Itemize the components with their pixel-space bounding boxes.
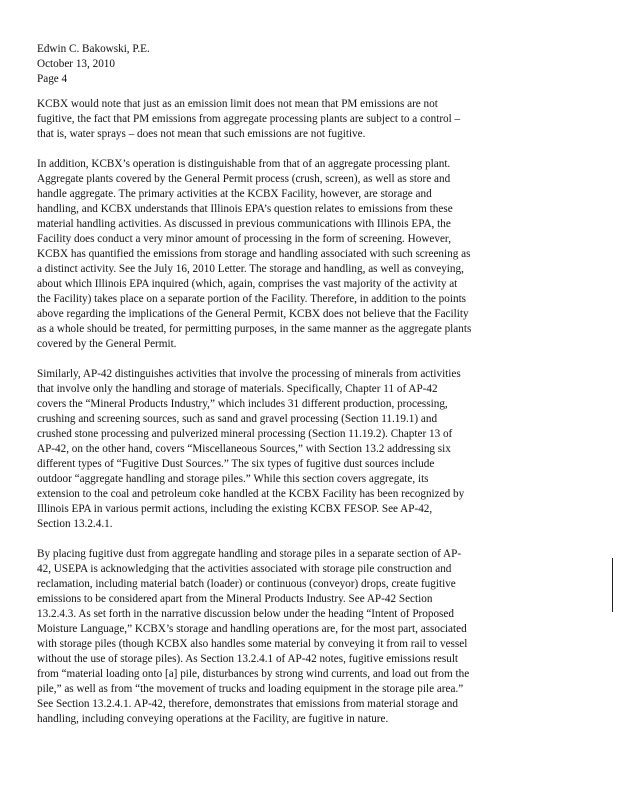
text-line: that is, water sprays – does not mean that such emissions are not fugitive. [37,128,366,140]
text-line: a distinct activity. See the July 16, 2010 Letter. The storage and handling, as well as conveying, [37,263,464,275]
text-line: Illinois EPA in various permit actions, including the existing KCBX FESOP. See AP-42, [37,503,433,515]
text-line: Similarly, AP-42 distinguishes activities that involve the processing of minerals from activities [37,368,461,380]
text-line: KCBX has quantified the emissions from storage and handling associated with such screening as [37,248,471,260]
page-number: Page 4 [37,73,68,85]
recipient-name: Edwin C. Bakowski, P.E. [37,43,150,55]
text-line: without the use of storage piles). As Section 13.2.4.1 of AP-42 notes, fugitive emissions result [37,653,459,665]
text-line: 42, USEPA is acknowledging that the activities associated with storage pile construction and [37,563,452,575]
text-line: handling, including conveying operations at the Facility, are fugitive in nature. [37,713,389,725]
text-line: fugitive, the fact that PM emissions from aggregate processing plants are subject to a control – [37,113,461,125]
text-line: handling, and KCBX understands that Illinois EPA’s question relates to emissions from these [37,203,453,215]
letter-date: October 13, 2010 [37,58,115,70]
text-line: covers the “Mineral Products Industry,” which includes 31 different production, processing, [37,398,448,410]
paragraph-1 [37,97,517,142]
text-line: pile,” as well as from “the movement of trucks and loading equipment in the storage pile area.” [37,683,464,695]
text-line: See Section 13.2.4.1. AP-42, therefore, demonstrates that emissions from material storage and [37,698,458,710]
text-line: crushing and screening sources, such as sand and gravel processing (Section 11.19.1) and [37,413,438,425]
text-line: extension to the coal and petroleum coke handled at the KCBX Facility has been recognized by [37,488,465,500]
text-line: KCBX would note that just as an emission limit does not mean that PM emissions are not [37,98,438,110]
text-line: material handling activities. As discussed in previous communications with Illinois EPA, the [37,218,451,230]
text-line: Aggregate plants covered by the General Permit process (crush, screen), as well as store and [37,173,451,185]
text-line: different types of “Fugitive Dust Sources.” The six types of fugitive dust sources include [37,458,435,470]
text-line: By placing fugitive dust from aggregate handling and storage piles in a separate section of AP- [37,548,462,560]
text-line: that involve only the handling and storage of materials. Specifically, Chapter 11 of AP-42 [37,383,438,395]
text-line: from “material loading onto [a] pile, disturbances by strong wind currents, and load out from the [37,668,470,680]
text-line: In addition, KCBX’s operation is distinguishable from that of an aggregate processing plant. [37,158,451,170]
text-line: AP-42, on the other hand, covers “Miscellaneous Sources,” with Section 13.2 addressing six [37,443,451,455]
text-line: 13.2.4.3. As set forth in the narrative discussion below under the heading “Intent of Proposed [37,608,454,620]
paragraph-4 [37,547,517,727]
text-line: outdoor “aggregate handling and storage piles.” While this section covers aggregate, its [37,473,429,485]
paragraph-3 [37,367,517,532]
text-line: the Facility) takes place on a separate portion of the Facility. Therefore, in addition to the points [37,293,467,305]
text-line: Moisture Language,” KCBX’s storage and handling operations are, for the most part, associated [37,623,467,635]
text-line: Facility does conduct a very minor amount of processing in the form of screening. However, [37,233,451,245]
text-line: crushed stone processing and pulverized mineral processing (Section 11.19.2). Chapter 13 of [37,428,453,440]
text-line: about which Illinois EPA inquired (which, again, comprises the vast majority of the activity at [37,278,458,290]
text-line: with storage piles (though KCBX also handles some material by conveying it from rail to vessel [37,638,468,650]
letter-body [37,97,517,742]
letter-header [37,42,150,87]
text-line: reclamation, including material batch (loader) or continuous (conveyor) drops, create fugitive [37,578,456,590]
text-line: covered by the General Permit. [37,338,177,350]
scan-edge-mark [612,558,613,612]
paragraph-2 [37,157,517,352]
text-line: handle aggregate. The primary activities at the KCBX Facility, however, are storage and [37,188,432,200]
text-line: Section 13.2.4.1. [37,518,113,530]
text-line: above regarding the implications of the General Permit, KCBX does not believe that the Facility [37,308,469,320]
text-line: emissions to be considered apart from the Mineral Products Industry. See AP-42 Section [37,593,433,605]
text-line: as a whole should be treated, for permitting purposes, in the same manner as the aggregate plants [37,323,472,335]
